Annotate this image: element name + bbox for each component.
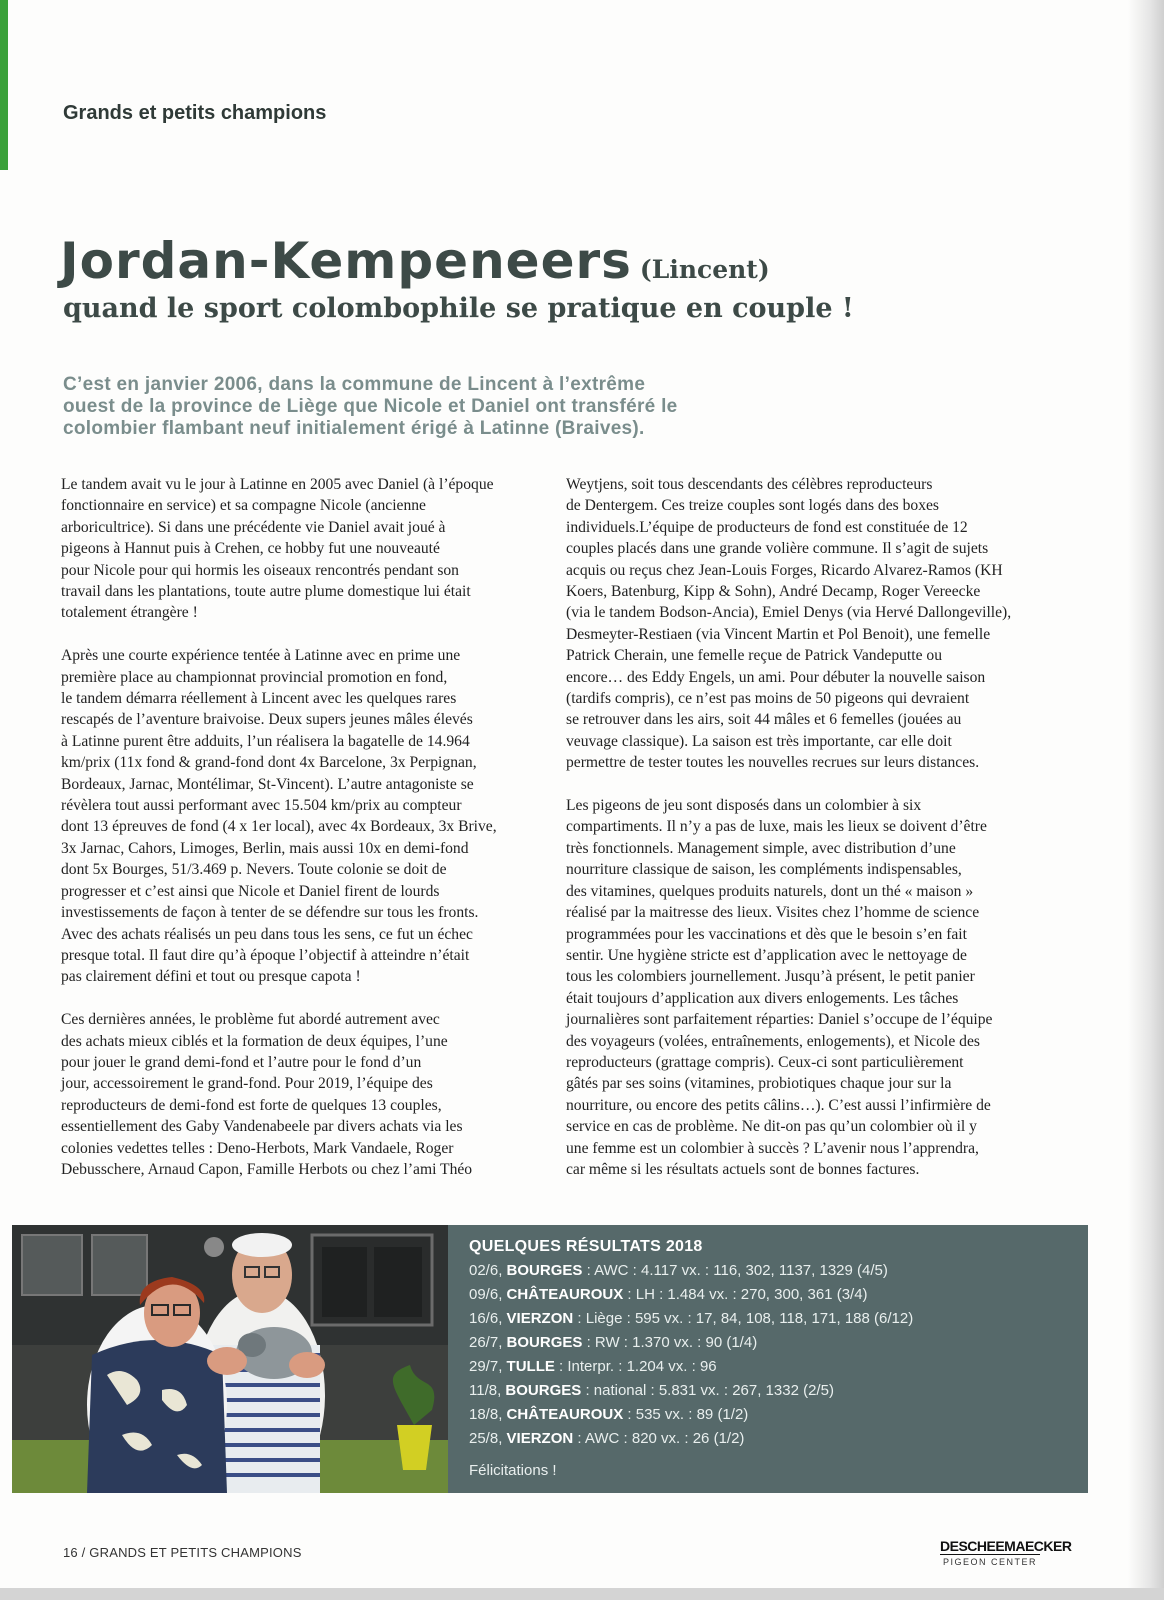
- result-detail: : 535 vx. : 89 (1/2): [627, 1406, 749, 1423]
- left-column: [61, 474, 546, 1202]
- result-place: VIERZON: [506, 1310, 574, 1327]
- paragraph-line: se retrouver dans les airs, soit 44 mâles et 6 femelles (jouées au: [566, 711, 962, 729]
- result-date: 18/8,: [469, 1406, 503, 1423]
- paragraph-line: première place au championnat provincial promotion en fond,: [61, 668, 448, 686]
- paragraph-line: Koers, Batenburg, Kipp & Sohn), André Decamp, Roger Vereecke: [566, 583, 981, 601]
- result-date: 09/6,: [469, 1286, 503, 1303]
- result-place: CHÂTEAUROUX: [506, 1286, 624, 1303]
- intro-line: colombier flambant neuf initialement érigé à Latinne (Braives).: [63, 418, 645, 439]
- paragraph-line: Les pigeons de jeu sont disposés dans un colombier à six: [566, 797, 922, 815]
- result-detail: : AWC : 4.117 vx. : 116, 302, 1137, 1329 (4/5): [586, 1262, 888, 1279]
- result-date: 25/8,: [469, 1430, 503, 1447]
- paragraph-line: pour Nicole pour qui hormis les oiseaux rencontrés pendant son: [61, 561, 459, 579]
- paragraph-line: dont 5x Bourges, 51/3.469 p. Nevers. Toute colonie se doit de: [61, 861, 447, 879]
- paragraph-line: pas clairement défini et tout ou presque capota !: [61, 968, 361, 986]
- result-row: [469, 1283, 913, 1307]
- result-place: BOURGES: [506, 1334, 583, 1351]
- result-detail: : Interpr. : 1.204 vx. : 96: [559, 1358, 717, 1375]
- paragraph-line: des voyageurs (volées, entraînements, enlogements), et Nicole des: [566, 1032, 980, 1050]
- paragraph-line: des vitamines, quelques produits naturels, dont un thé « maison »: [566, 882, 974, 900]
- paragraph-line: rescapés de l’aventure braivoise. Deux supers jeunes mâles élevés: [61, 711, 473, 729]
- paragraph-line: progresser et c’est ainsi que Nicole et Daniel firent de lourds: [61, 882, 440, 900]
- result-row: [469, 1259, 913, 1283]
- article-paragraph: [61, 474, 546, 624]
- paragraph-line: (via le tandem Bodson-Ancia), Emiel Denys (via Hervé Dallongeville),: [566, 604, 1012, 622]
- paragraph-line: fonctionnaire en service) et sa compagne Nicole (ancienne: [61, 497, 426, 515]
- article-paragraph: [61, 1009, 546, 1180]
- paragraph-line: Patrick Cherain, une femelle reçue de Patrick Vandeputte ou: [566, 647, 942, 665]
- right-column: [566, 474, 1056, 1202]
- couple-photo: [12, 1225, 448, 1493]
- paragraph-line: veuvage classique). La saison est très importante, car elle doit: [566, 732, 952, 750]
- page-footer-label: 16 / GRANDS ET PETITS CHAMPIONS: [63, 1545, 302, 1560]
- paragraph-line: nourriture classique de saison, les compléments indispensables,: [566, 861, 962, 879]
- paragraph-line: encore… des Eddy Engels, un ami. Pour débuter la nouvelle saison: [566, 668, 986, 686]
- paragraph-line: tous les colombiers journellement. Jusqu’à présent, le petit panier: [566, 968, 975, 986]
- article-paragraph: [566, 795, 1056, 1180]
- paragraph-line: acquis ou reçus chez Jean-Louis Forges, Ricardo Alvarez-Ramos (KH: [566, 561, 1003, 579]
- paragraph-line: de Dentergem. Ces treize couples sont logés dans des boxes: [566, 497, 940, 515]
- paragraph-line: journalières sont parfaitement réparties: Daniel s’occupe de l’équipe: [566, 1011, 993, 1029]
- result-place: TULLE: [506, 1358, 555, 1375]
- photo-illustration: [12, 1225, 448, 1493]
- paragraph-line: compartiments. Il n’y a pas de luxe, mais les lieux se doivent d’être: [566, 818, 987, 836]
- paragraph-line: totalement étrangère !: [61, 604, 198, 622]
- result-row: [469, 1403, 913, 1427]
- result-date: 29/7,: [469, 1358, 503, 1375]
- paragraph-line: révèlera tout aussi performant avec 15.504 km/prix au compteur: [61, 797, 462, 815]
- result-place: VIERZON: [506, 1430, 574, 1447]
- section-rubric: Grands et petits champions: [63, 102, 327, 124]
- paragraph-line: km/prix (11x fond & grand-fond dont 4x Barcelone, 3x Perpignan,: [61, 754, 477, 772]
- paragraph-line: des achats mieux ciblés et la formation de deux équipes, l’une: [61, 1032, 448, 1050]
- paragraph-line: permettre de tester toutes les nouvelles recrues sur leurs distances.: [566, 754, 980, 772]
- result-date: 26/7,: [469, 1334, 503, 1351]
- paragraph-line: à Latinne purent être adduits, l’un réalisera la bagatelle de 14.964: [61, 732, 470, 750]
- paragraph-line: reproducteurs (grattage compris). Ceux-ci sont particulièrement: [566, 1053, 964, 1071]
- paragraph-line: car même si les résultats actuels sont de bonnes factures.: [566, 1160, 920, 1178]
- paragraph-line: programmées pour les vaccinations et dès que le besoin s’en fait: [566, 925, 967, 943]
- paragraph-line: travail dans les plantations, toute autre plume domestique lui était: [61, 583, 471, 601]
- paragraph-line: Debusschere, Arnaud Capon, Famille Herbots ou chez l’ami Théo: [61, 1160, 473, 1178]
- paragraph-line: était toujours d’application aux divers enlogements. Les tâches: [566, 989, 959, 1007]
- title-location: (Lincent): [639, 255, 770, 284]
- paragraph-line: couples placés dans une grande volière commune. Il s’agit de sujets: [566, 540, 989, 558]
- paragraph-line: dont 13 épreuves de fond (4 x 1er local), avec 4x Bordeaux, 3x Brive,: [61, 818, 497, 836]
- paragraph-line: une femme est un colombier à succès ? L’avenir nous l’apprendra,: [566, 1139, 979, 1157]
- paragraph-line: colonies vedettes telles : Deno-Herbots, Mark Vandaele, Roger: [61, 1139, 454, 1157]
- sponsor-subtitle: PIGEON CENTER: [942, 1557, 1037, 1567]
- result-row: [469, 1331, 913, 1355]
- sponsor-brand: DESCHEEMAECKER: [940, 1538, 1072, 1554]
- results-title: QUELQUES RÉSULTATS 2018: [469, 1238, 703, 1255]
- paragraph-line: Après une courte expérience tentée à Latinne avec en prime une: [61, 647, 461, 665]
- paragraph-line: nourriture, ou encore des petits câlins…). C’est aussi l’infirmière de: [566, 1096, 991, 1114]
- paragraph-line: pour jouer le grand demi-fond et l’autre pour le fond d’un: [61, 1053, 422, 1071]
- paragraph-line: gâtés par ses soins (vitamines, probiotiques chaque jour sur la: [566, 1075, 952, 1093]
- result-detail: : RW : 1.370 vx. : 90 (1/4): [586, 1334, 758, 1351]
- intro-line: C’est en janvier 2006, dans la commune de Lincent à l’extrême: [63, 374, 646, 395]
- page-bottom-shadow: [0, 1588, 1164, 1600]
- article-intro: [63, 374, 763, 440]
- title-name: Jordan-Kempeneers: [60, 232, 632, 290]
- paragraph-line: Weytjens, soit tous descendants des célèbres reproducteurs: [566, 476, 933, 493]
- result-place: CHÂTEAUROUX: [506, 1406, 624, 1423]
- article-paragraph: [61, 645, 546, 988]
- paragraph-line: (tardifs compris), ce n’est pas moins de 50 pigeons qui devraient: [566, 690, 970, 708]
- result-place: BOURGES: [505, 1382, 582, 1399]
- result-detail: : Liège : 595 vx. : 17, 84, 108, 118, 171, 188 (6/12): [577, 1310, 914, 1327]
- result-detail: : national : 5.831 vx. : 267, 1332 (2/5): [585, 1382, 834, 1399]
- article-paragraph: [566, 474, 1056, 774]
- paragraph-line: arboricultrice). Si dans une précédente vie Daniel avait joué à: [61, 518, 446, 536]
- result-row: [469, 1355, 913, 1379]
- green-page-edge: [0, 0, 8, 170]
- results-list: [469, 1259, 913, 1451]
- paragraph-line: le tandem démarra réellement à Lincent avec les quelques rares: [61, 690, 457, 708]
- result-date: 16/6,: [469, 1310, 503, 1327]
- paragraph-line: sentir. Une hygiène stricte est d’application avec le nettoyage de: [566, 946, 967, 964]
- paragraph-line: pigeons à Hannut puis à Crehen, ce hobby fut une nouveauté: [61, 540, 440, 558]
- paragraph-line: presque total. Il faut dire qu’à époque l’objectif à atteindre n’était: [61, 946, 470, 964]
- result-place: BOURGES: [506, 1262, 583, 1279]
- result-row: [469, 1307, 913, 1331]
- result-row: [469, 1427, 913, 1451]
- paragraph-line: réalisé par la maitresse des lieux. Visites chez l’homme de science: [566, 904, 980, 922]
- paragraph-line: Ces dernières années, le problème fut abordé autrement avec: [61, 1011, 440, 1029]
- result-detail: : AWC : 820 vx. : 26 (1/2): [577, 1430, 745, 1447]
- paragraph-line: individuels.L’équipe de producteurs de fond est constituée de 12: [566, 518, 968, 536]
- paragraph-line: reproducteurs de demi-fond est forte de quelques 13 couples,: [61, 1096, 442, 1114]
- paragraph-line: très fonctionnels. Management simple, avec distribution d’une: [566, 839, 956, 857]
- paragraph-line: service en cas de problème. Ne dit-on pas qu’un colombier où il y: [566, 1118, 977, 1136]
- result-date: 02/6,: [469, 1262, 503, 1279]
- paragraph-line: Le tandem avait vu le jour à Latinne en 2005 avec Daniel (à l’époque: [61, 476, 494, 493]
- paragraph-line: essentiellement des Gaby Vandenabeele par divers achats via les: [61, 1118, 463, 1136]
- article-subtitle: quand le sport colombophile se pratique en couple !: [63, 293, 854, 324]
- paragraph-line: investissements de façon à tenter de se défendre sur tous les fronts.: [61, 904, 479, 922]
- result-date: 11/8,: [469, 1382, 502, 1399]
- page-fold-shadow: [1128, 0, 1164, 1600]
- results-congrats: Félicitations !: [469, 1462, 557, 1479]
- paragraph-line: Avec des achats réalisés un peu dans tous les sens, ce fut un échec: [61, 925, 473, 943]
- intro-line: ouest de la province de Liège que Nicole et Daniel ont transféré le: [63, 396, 678, 417]
- result-detail: : LH : 1.484 vx. : 270, 300, 361 (3/4): [627, 1286, 868, 1303]
- paragraph-line: 3x Jarnac, Cahors, Limoges, Berlin, mais aussi 10x en demi-fond: [61, 839, 469, 857]
- paragraph-line: jour, accessoirement le grand-fond. Pour 2019, l’équipe des: [61, 1075, 433, 1093]
- paragraph-line: Bordeaux, Jarnac, Montélimar, St-Vincent). L’autre antagoniste se: [61, 775, 474, 793]
- paragraph-line: Desmeyter-Restiaen (via Vincent Martin et Pol Benoit), une femelle: [566, 625, 991, 643]
- article-title: [60, 232, 770, 290]
- sponsor-logo: [940, 1538, 1072, 1567]
- result-row: [469, 1379, 913, 1403]
- results-box: [448, 1225, 1088, 1493]
